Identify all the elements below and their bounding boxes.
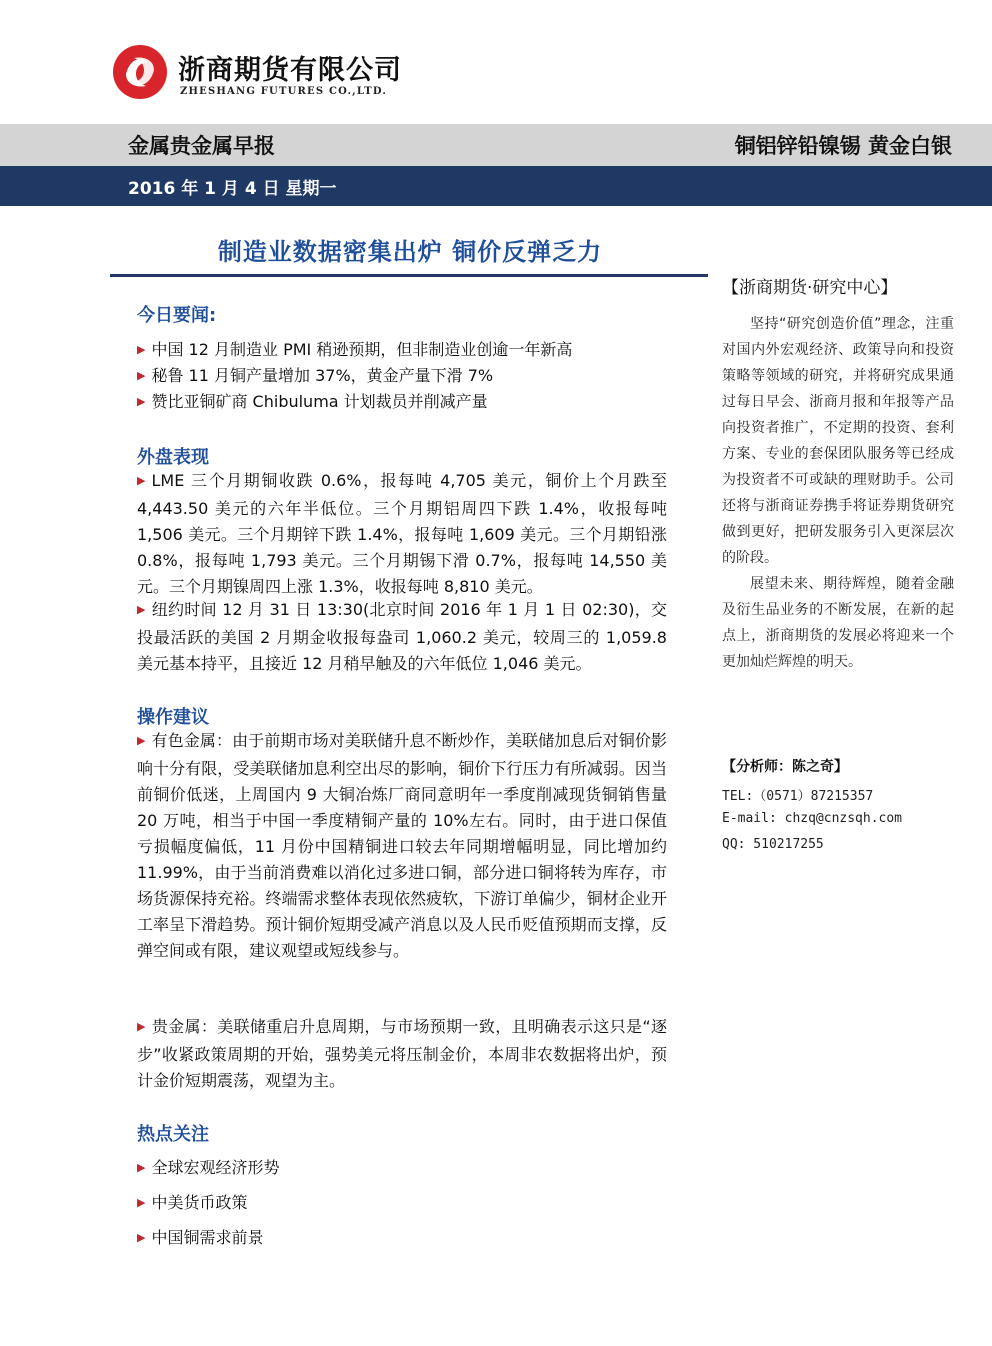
research-center-paragraph: 坚持“研究创造价值”理念，注重对国内外宏观经济、政策导向和投资策略等领域的研究，并将研究成果通过每日早会、浙商月报和年报等产品向投资者推广，不定期的投资、套利方案、专业的套保团队服务等已经成为投资者不可或缺的理财助手。公司还将与浙商证券携手将证券期货研究做到更好，把研发服务引入更深层次的阶段。 [722, 316, 954, 566]
triangle-bullet-icon: ▶ [137, 603, 146, 616]
market-section-title: 外盘表现 [137, 447, 209, 468]
headline-divider [110, 274, 708, 277]
date-band [0, 166, 992, 206]
analyst-qq: QQ: 510217255 [722, 837, 824, 852]
analyst-title: 【分析师：陈之奇】 [722, 759, 848, 775]
advice-paragraph-nonferrous: ▶ 有色金属：由于前期市场对美联储升息不断炒作，美联储加息后对铜价影响十分有限，受美联储加息利空出尽的影响，铜价下行压力有所减弱。因当前铜价低迷，上周国内 9 大铜冶炼厂商同意明年一季度削减现货铜销售量 20 万吨，相当于中国一季度精铜产量的 10%左右。同时，由于进口保值亏损幅度偏低，11 月份中国精铜进口较去年同期增幅明显，同比增加约 11.99%，由于当前消费难以消化过多进口铜，部分进口铜将转为库存，市场货源保持充裕。终端需求整体表现依然疲软，下游订单偏少，铜材企业开工率呈下滑趋势。预计铜价短期受减产消息以及人民币贬值预期而支撑，反弹空间或有限，建议观望或短线参与。 [137, 728, 667, 988]
report-date: 2016 年 1 月 4 日 星期一 [128, 179, 337, 199]
triangle-bullet-icon: ▶ [137, 1161, 146, 1174]
research-center-title: 【浙商期货·研究中心】 [722, 278, 898, 298]
triangle-bullet-icon: ▶ [137, 1020, 146, 1033]
news-section-title: 今日要闻: [137, 305, 217, 326]
triangle-bullet-icon: ▶ [137, 1231, 146, 1244]
triangle-bullet-icon: ▶ [137, 395, 146, 408]
metals-list: 铜铝锌铅镍锡 黄金白银 [734, 134, 952, 158]
hot-section-title: 热点关注 [137, 1124, 209, 1145]
triangle-bullet-icon: ▶ [137, 343, 146, 356]
company-logo [112, 44, 412, 106]
analyst-email[interactable]: E-mail: chzq@cnzsqh.com [722, 811, 903, 826]
analyst-tel: TEL:（0571）87215357 [722, 789, 874, 804]
market-paragraph-gold: ▶ 纽约时间 12 月 31 日 13:30(北京时间 2016 年 1 月 1 日 02:30)，交投最活跃的美国 2 月期金收报每盎司 1,060.2 美元，较周三的 1,059.8 美元基本持平，且接近 12 月稍早触及的六年低位 1,046 美元。 [137, 597, 667, 675]
triangle-bullet-icon: ▶ [137, 369, 146, 382]
research-center-outlook: 展望未来、期待辉煌，随着金融及衍生品业务的不断发展，在新的起点上，浙商期货的发展必将迎来一个更加灿烂辉煌的明天。 [722, 576, 954, 670]
hot-item: ▶ 中国铜需求前景 [137, 1225, 263, 1253]
advice-section-title: 操作建议 [137, 707, 209, 728]
news-item: ▶ 赞比亚铜矿商 Chibuluma 计划裁员并削减产量 [137, 389, 488, 417]
triangle-bullet-icon: ▶ [137, 1196, 146, 1209]
hot-item: ▶ 中美货币政策 [137, 1190, 247, 1218]
triangle-bullet-icon: ▶ [137, 474, 146, 487]
market-paragraph-lme: ▶ LME 三个月期铜收跌 0.6%，报每吨 4,705 美元，铜价上个月跌至 4,443.50 美元的六年半低位。三个月期铝周四下跌 1.4%，收报每吨 1,506 美元。三个月期锌下跌 1.4%，报每吨 1,609 美元。三个月期铅涨 0.8%，报每吨 1,793 美元。三个月期锡下滑 0.7%，报每吨 14,550 美元。三个月期镍周四上涨 1.3%，收报每吨 8,810 美元。 [137, 468, 667, 598]
news-item: ▶ 中国 12 月制造业 PMI 稍逊预期，但非制造业创逾一年新高 [137, 337, 572, 365]
headline: 制造业数据密集出炉 铜价反弹乏力 [217, 238, 603, 266]
advice-paragraph-precious: ▶ 贵金属：美联储重启升息周期，与市场预期一致，且明确表示这只是“逐步”收紧政策周期的开始，强势美元将压制金价，本周非农数据将出炉，预计金价短期震荡，观望为主。 [137, 1014, 667, 1092]
report-type: 金属贵金属早报 [128, 134, 275, 158]
triangle-bullet-icon: ▶ [137, 734, 146, 747]
zheshang-logo-icon [112, 44, 168, 100]
news-item: ▶ 秘鲁 11 月铜产量增加 37%，黄金产量下滑 7% [137, 363, 493, 391]
company-name-cn: 浙商期货有限公司 [178, 55, 402, 86]
report-header-band [0, 124, 992, 166]
company-name-en: ZHESHANG FUTURES CO.,LTD. [180, 86, 388, 97]
hot-item: ▶ 全球宏观经济形势 [137, 1155, 279, 1183]
